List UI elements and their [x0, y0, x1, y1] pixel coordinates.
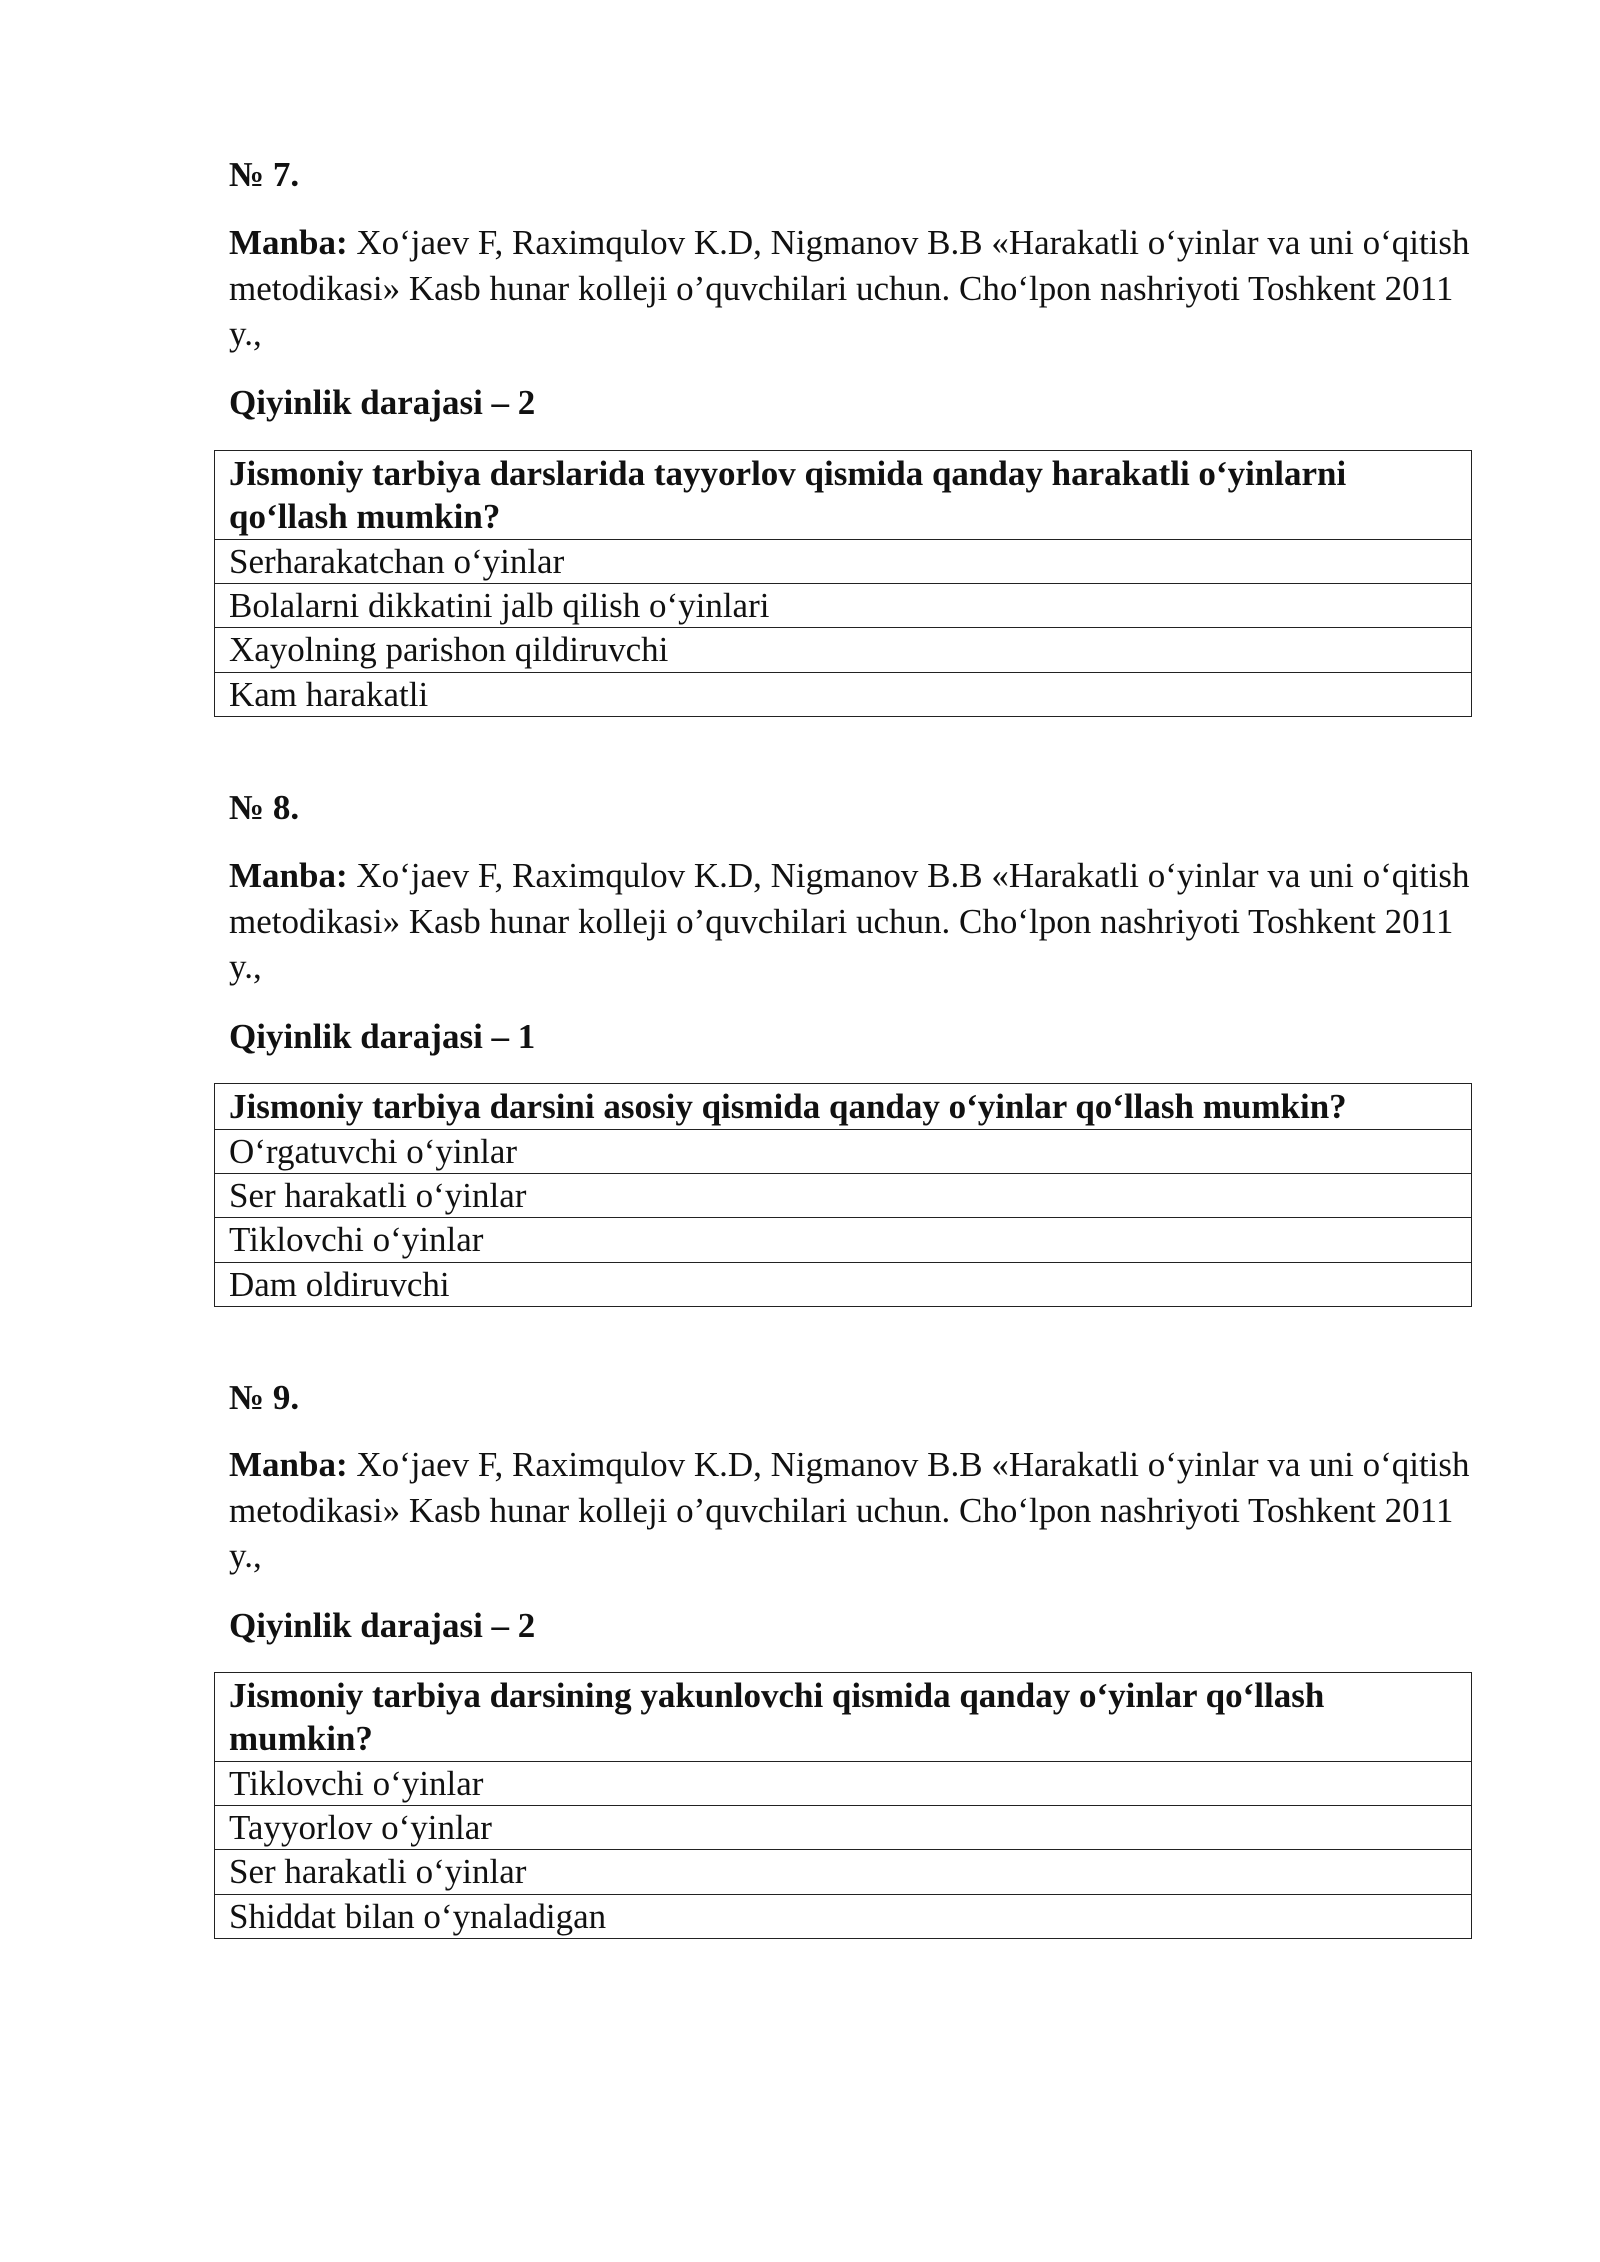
- answer-option: Ser harakatli o‘yinlar: [215, 1174, 1472, 1218]
- source-label: Manba:: [229, 1445, 348, 1484]
- source-paragraph: [229, 220, 1479, 357]
- answer-row: [215, 540, 1472, 584]
- question-number: № 7.: [229, 155, 300, 194]
- difficulty-level: Qiyinlik darajasi – 2: [229, 383, 536, 422]
- answer-row: [215, 1174, 1472, 1218]
- answer-row: [215, 1130, 1472, 1174]
- question-table: [214, 1083, 1472, 1307]
- question-text: Jismoniy tarbiya darsining yakunlovchi qismida qanday o‘yinlar qo‘llash mumkin?: [215, 1673, 1472, 1762]
- answer-option: Tiklovchi o‘yinlar: [215, 1762, 1472, 1806]
- difficulty-level: Qiyinlik darajasi – 1: [229, 1017, 536, 1056]
- answer-option: Ser harakatli o‘yinlar: [215, 1850, 1472, 1894]
- source-label: Manba:: [229, 223, 348, 262]
- source-text: Xo‘jaev F, Raximqulov K.D, Nigmanov B.B «Harakatli o‘yinlar va uni o‘qitish metodikasi» Kasb hunar kolleji o’quvchilari uchun. Cho‘lpon nashriyoti Toshkent 2011 y.,: [229, 856, 1470, 986]
- difficulty-level: Qiyinlik darajasi – 2: [229, 1606, 536, 1645]
- answer-row: [215, 1218, 1472, 1262]
- answer-row: [215, 1262, 1472, 1306]
- source-label: Manba:: [229, 856, 348, 895]
- answer-option: Kam harakatli: [215, 672, 1472, 716]
- answer-row: [215, 1894, 1472, 1938]
- answer-option: O‘rgatuvchi o‘yinlar: [215, 1130, 1472, 1174]
- answer-option: Shiddat bilan o‘ynaladigan: [215, 1894, 1472, 1938]
- answer-row: [215, 628, 1472, 672]
- question-text: Jismoniy tarbiya darsini asosiy qismida qanday o‘yinlar qo‘llash mumkin?: [215, 1084, 1472, 1130]
- answer-row: [215, 1806, 1472, 1850]
- question-number: № 8.: [229, 788, 300, 827]
- answer-row: [215, 584, 1472, 628]
- question-text: Jismoniy tarbiya darslarida tayyorlov qismida qanday harakatli o‘yinlarni qo‘llash mumkin?: [215, 451, 1472, 540]
- question-table: [214, 450, 1472, 717]
- question-number: № 9.: [229, 1378, 300, 1417]
- source-paragraph: [229, 1442, 1479, 1579]
- question-row: [215, 451, 1472, 540]
- answer-option: Tayyorlov o‘yinlar: [215, 1806, 1472, 1850]
- answer-option: Xayolning parishon qildiruvchi: [215, 628, 1472, 672]
- source-text: Xo‘jaev F, Raximqulov K.D, Nigmanov B.B «Harakatli o‘yinlar va uni o‘qitish metodikasi» Kasb hunar kolleji o’quvchilari uchun. Cho‘lpon nashriyoti Toshkent 2011 y.,: [229, 1445, 1470, 1575]
- source-text: Xo‘jaev F, Raximqulov K.D, Nigmanov B.B «Harakatli o‘yinlar va uni o‘qitish metodikasi» Kasb hunar kolleji o’quvchilari uchun. Cho‘lpon nashriyoti Toshkent 2011 y.,: [229, 223, 1470, 353]
- answer-option: Tiklovchi o‘yinlar: [215, 1218, 1472, 1262]
- question-row: [215, 1673, 1472, 1762]
- source-paragraph: [229, 853, 1479, 990]
- answer-option: Dam oldiruvchi: [215, 1262, 1472, 1306]
- answer-row: [215, 1850, 1472, 1894]
- answer-option: Serharakatchan o‘yinlar: [215, 540, 1472, 584]
- answer-row: [215, 672, 1472, 716]
- answer-option: Bolalarni dikkatini jalb qilish o‘yinlari: [215, 584, 1472, 628]
- question-table: [214, 1672, 1472, 1939]
- question-row: [215, 1084, 1472, 1130]
- answer-row: [215, 1762, 1472, 1806]
